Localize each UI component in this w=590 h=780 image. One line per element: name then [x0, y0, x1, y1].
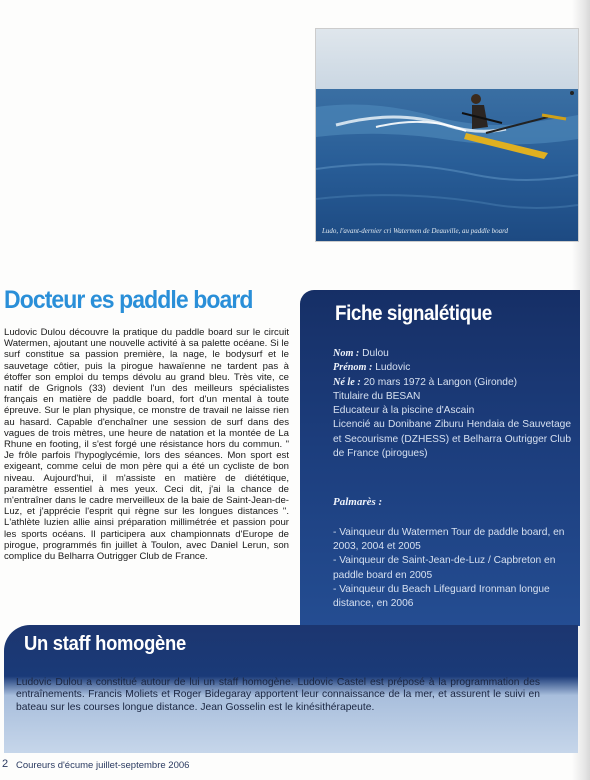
- fiche-educ: Educateur à la piscine d'Ascain: [333, 405, 475, 417]
- fiche-body: [333, 347, 571, 461]
- staff-title: Un staff homogène: [24, 633, 186, 655]
- nom-label: Nom :: [333, 348, 360, 359]
- palmares-item: - Vainqueur de Saint-Jean-de-Luz / Capbreton en paddle board en 2005: [333, 555, 556, 581]
- palmares-item: - Vainqueur du Watermen Tour de paddle board, en 2003, 2004 et 2005: [333, 527, 565, 553]
- page-footer: [0, 756, 580, 776]
- palmares-title: Palmarès :: [333, 496, 383, 508]
- paddle-board-photo-image: [316, 29, 578, 241]
- nom-value: Dulou: [362, 348, 389, 359]
- ne-value: 20 mars 1972 à Langon (Gironde): [363, 376, 518, 388]
- prenom-label: Prénom :: [333, 362, 373, 374]
- ne-label: Né le :: [333, 376, 361, 388]
- fiche-prenom: [333, 361, 571, 375]
- article-body: Ludovic Dulou découvre la pratique du paddle board sur le circuit Watermen, ajoutant une nouvelle activité à sa palette océane. Si le surf constitue sa passion première, la nage, le bodysurf et le sauvetage côtier, puis la pirogue hawaïenne ne tardent pas à étoffer son emploi du temps dévolu au grand bleu. Très vite, ce natif de Grignols (33) devient l'un des meilleurs spécialistes français en matière de paddle board, fort d'un mental à toute épreuve. Sur le plan physique, ce monstre de travail ne laisse rien au hasard. Capable d'enchaîner une session de surf dans des vagues de trois mètres, une heure de natation et la montée de La Rhune en footing, il s'est forgé une résistance hors du commun. " Je frôle parfois l'hypoglycémie, lors des séances. Mon sport est exigeant, comme celui de mon père qui a été un cycliste de bon niveau. Aujourd'hui, il m'assiste en matière de diététique, paramètre essentiel à mes yeux. Ceci dit, j'ai la chance de m'entraîner dans le cadre merveilleux de la baie de Saint-Jean-de-Luz, et j'apprécie l'esprit qui règne sur les longues distances ". L'athlète luzien allie ainsi préparation millimétrée et passion pour les sports océans. Il participera aux championnats d'Europe de pirogue, programmés fin juillet à Toulon, avec Daniel Lerun, son complice du Belharra Outrigger Club de France.: [4, 327, 289, 563]
- article-headline: Docteur es paddle board: [4, 286, 253, 314]
- palmares-item: - Vainqueur du Beach Lifeguard Ironman longue distance, en 2006: [333, 583, 550, 610]
- staff-panel: [4, 625, 578, 753]
- palmares-list: [333, 526, 575, 611]
- fiche-ne: [333, 376, 571, 390]
- surfer-photo: [315, 28, 579, 242]
- page-number: 2: [2, 758, 9, 770]
- fiche-nom: [333, 347, 571, 361]
- magazine-issue: Coureurs d'écume juillet-septembre 2006: [16, 760, 190, 771]
- prenom-value: Ludovic: [375, 362, 411, 374]
- fiche-panel: [300, 290, 580, 626]
- fiche-licence: Licencié au Donibane Ziburu Hendaia de Sauvetage et Secourisme (DZHESS) et Belharra Outrigger Club de France (pirogues): [333, 419, 571, 460]
- fiche-title: Fiche signalétique: [335, 302, 492, 325]
- photo-caption: Ludo, l'avant-dernier cri Watermen de Deauville, au paddle board: [322, 227, 509, 235]
- staff-body: Ludovic Dulou a constitué autour de lui un staff homogène. Ludovic Castel est préposé à la programmation des entraînements. Francis Moliets et Roger Bidegaray apportent leur connaissance de la mer, et assurent le suivi en bateau sur les courses longue distance. Jean Gosselin est le kinésithérapeute.: [16, 677, 540, 713]
- fiche-besan: Titulaire du BESAN: [333, 390, 421, 402]
